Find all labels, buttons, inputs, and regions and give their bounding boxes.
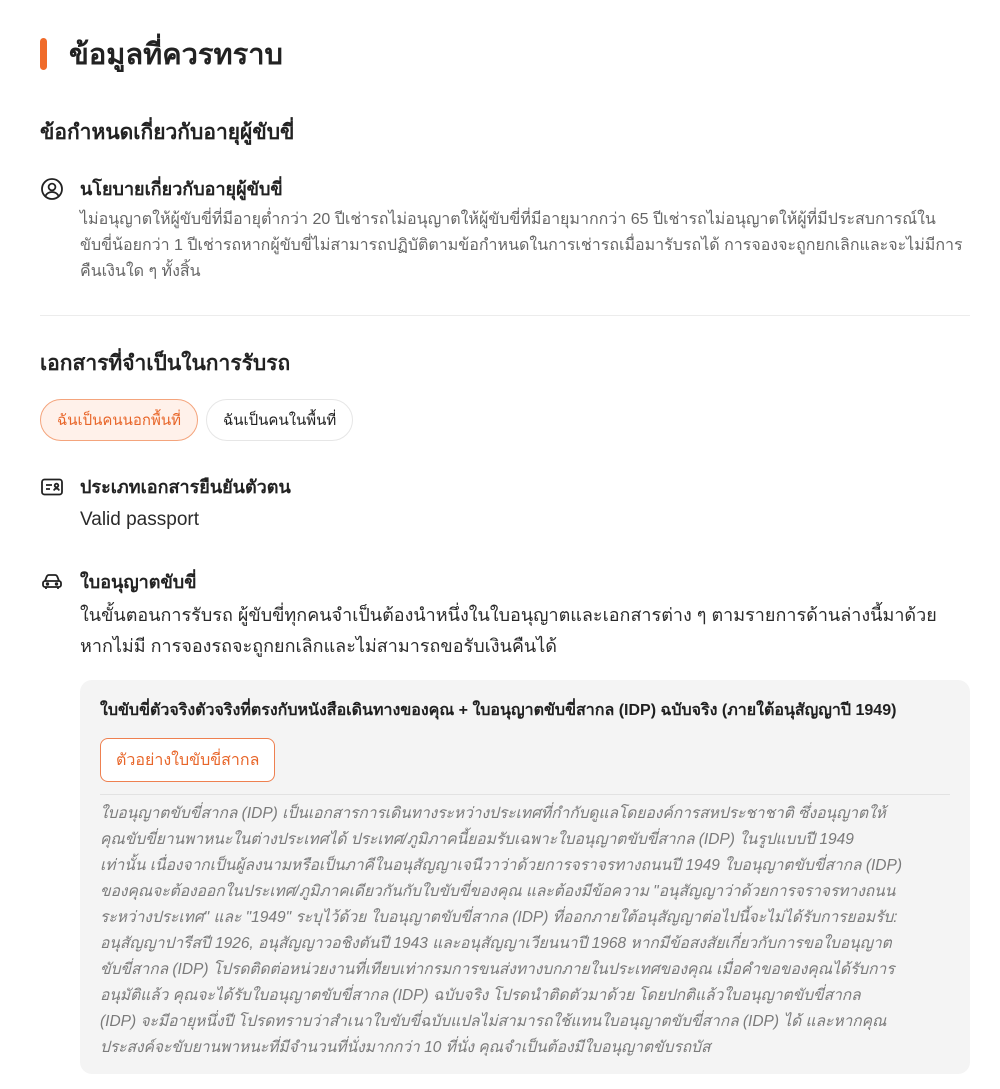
title-accent-bar	[40, 38, 47, 70]
docs-section-heading: เอกสารที่จำเป็นในการรับรถ	[40, 352, 291, 375]
idp-requirement-card	[80, 680, 970, 1074]
license-line: ในขั้นตอนการรับรถ ผู้ขับขี่ทุกคนจำเป็นต้องนำหนึ่งในใบอนุญาตและเอกสารต่าง ๆ ตามรายการด้านล่างนี้มาด้วย	[80, 605, 937, 625]
idp-desc-line: ขับขี่สากล (IDP) โปรดติดต่อหน่วยงานที่เทียบเท่ากรมการขนส่งทางบกภายในประเทศของคุณ เมื่อคำขอของคุณได้รับการ	[100, 961, 895, 978]
age-policy-title: นโยบายเกี่ยวกับอายุผู้ขับขี่	[80, 179, 283, 199]
idp-sample-button[interactable]: ตัวอย่างใบขับขี่สากล	[100, 738, 275, 782]
age-policy-line: ขับขี่น้อยกว่า 1 ปีเช่ารถหากผู้ขับขี่ไม่สามารถปฏิบัติตามข้อกำหนดในการเช่ารถเมื่อมารับรถได้ การจองจะถูกยกเลิกและจะไม่มีการ	[80, 237, 963, 254]
idp-desc-line: (IDP) จะมีอายุหนึ่งปี โปรดทราบว่าสำเนาใบขับขี่ฉบับแปลไม่สามารถใช้แทนใบอนุญาตขับขี่สากล (IDP) ได้ และหากคุณ	[100, 1013, 887, 1030]
age-policy-row	[40, 174, 283, 203]
id-doc-row	[40, 472, 291, 501]
idp-card-title: ใบขับขี่ตัวจริงตัวจริงที่ตรงกับหนังสือเดินทางของคุณ + ใบอนุญาตขับขี่สากล (IDP) ฉบับจริง (ภายใต้อนุสัญญาปี 1949)	[100, 702, 897, 719]
age-policy-line: ไม่อนุญาตให้ผู้ขับขี่ที่มีอายุต่ำกว่า 20 ปีเช่ารถไม่อนุญาตให้ผู้ขับขี่ที่มีอายุมากกว่า 65 ปีเช่ารถไม่อนุญาตให้ผู้ที่มีประสบการณ์ใน	[80, 211, 936, 228]
idp-desc-line: อนุสัญญาปารีสปี 1926, อนุสัญญาวอชิงตันปี 1943 และอนุสัญญาเวียนนาปี 1968 หากมีข้อสงสัยเกี่ยวกับการขอใบอนุญาต	[100, 935, 892, 952]
idp-desc-line: อนุมัติแล้ว คุณจะได้รับใบอนุญาตขับขี่สากล (IDP) ฉบับจริง โปรดนำติดตัวมาด้วย โดยปกติแล้วใบอนุญาตขับขี่สากล	[100, 987, 861, 1004]
page-title: ข้อมูลที่ควรทราบ	[69, 39, 283, 71]
car-icon	[40, 570, 64, 594]
page-title-row	[40, 36, 283, 72]
idp-card-description	[100, 801, 950, 1061]
idp-desc-line: เท่านั้น เนื่องจากเป็นผู้ลงนามหรือเป็นภาคีในอนุสัญญาเจนีวาว่าด้วยการจราจรทางถนนปี 1949 ใบอนุญาตขับขี่สากล (IDP)	[100, 857, 902, 874]
license-row	[40, 567, 197, 596]
card-divider	[100, 794, 950, 795]
idp-desc-line: คุณขับขี่ยานพาหนะในต่างประเทศได้ ประเทศ/ภูมิภาคนี้ยอมรับเฉพาะใบอนุญาตขับขี่สากล (IDP) ในรูปแบบปี 1949	[100, 831, 854, 848]
idp-desc-line: ของคุณจะต้องออกในประเทศ/ภูมิภาคเดียวกันกับใบขับขี่ของคุณ และต้องมีข้อความ "อนุสัญญาว่าด้วยการจราจรทางถนน	[100, 883, 896, 900]
id-card-icon	[40, 475, 64, 499]
user-circle-icon	[40, 177, 64, 201]
tab-non-resident[interactable]: ฉันเป็นคนนอกพื้นที่	[40, 399, 198, 441]
tab-resident[interactable]: ฉันเป็นคนในพื้นที่	[206, 399, 353, 441]
idp-desc-line: ระหว่างประเทศ" และ "1949" ระบุไว้ด้วย ใบอนุญาตขับขี่สากล (IDP) ที่ออกภายใต้อนุสัญญาต่อไปนี้จะไม่ได้รับการยอมรับ:	[100, 909, 898, 926]
id-doc-title: ประเภทเอกสารยืนยันตัวตน	[80, 477, 291, 497]
residency-tabs	[40, 399, 353, 441]
license-text	[80, 600, 970, 662]
age-policy-line: คืนเงินใด ๆ ทั้งสิ้น	[80, 263, 201, 280]
age-policy-text	[80, 207, 970, 285]
license-line: หากไม่มี การจองรถจะถูกยกเลิกและไม่สามารถขอรับเงินคืนได้	[80, 636, 557, 656]
id-doc-value: Valid passport	[80, 509, 199, 530]
license-title: ใบอนุญาตขับขี่	[80, 572, 197, 592]
idp-desc-line: ใบอนุญาตขับขี่สากล (IDP) เป็นเอกสารการเดินทางระหว่างประเทศที่กำกับดูแลโดยองค์การสหประชาชาติ ซึ่งอนุญาตให้	[100, 805, 886, 822]
age-section-heading: ข้อกำหนดเกี่ยวกับอายุผู้ขับขี่	[40, 121, 295, 144]
idp-desc-line: ประสงค์จะขับยานพาหนะที่มีจำนวนที่นั่งมากกว่า 10 ที่นั่ง คุณจำเป็นต้องมีใบอนุญาตขับรถบัส	[100, 1039, 711, 1056]
section-divider	[40, 315, 970, 316]
